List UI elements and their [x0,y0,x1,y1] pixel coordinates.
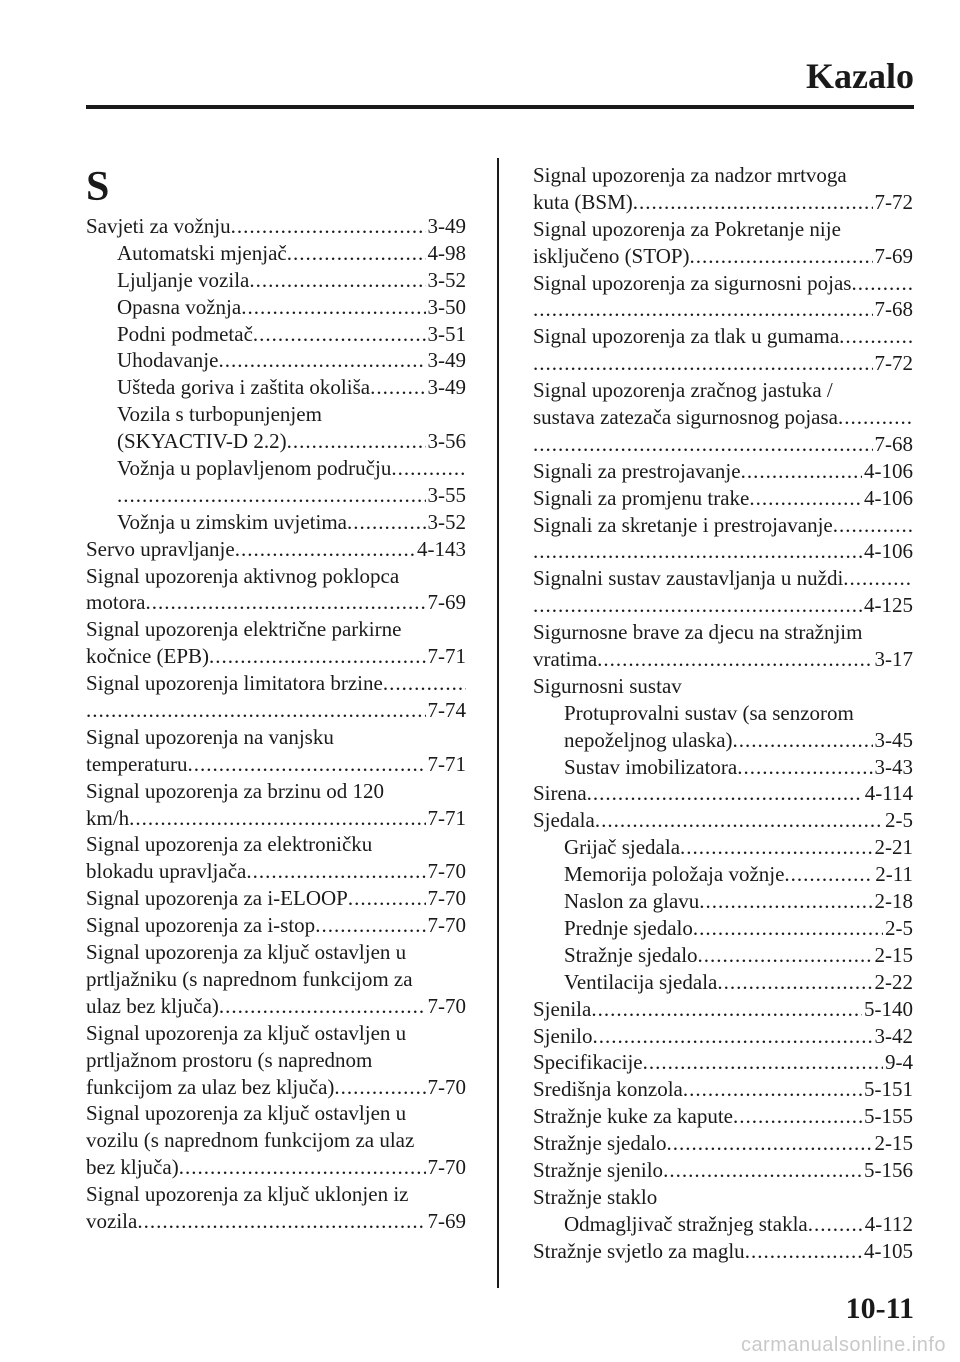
header-rule [86,105,914,109]
index-entry-text: Signal upozorenja zračnog jastuka / [533,378,833,403]
index-entry [86,1074,466,1101]
index-entry-text: Signal upozorenja za ključ uklonjen iz [86,1182,409,1207]
dot-leader [137,1208,425,1235]
index-entry-page: 7-70 [427,993,466,1018]
index-entry-text: (SKYACTIV-D 2.2) [117,429,287,454]
index-entry-text: Vozila s turbopunjenjem [117,402,322,427]
index-entry [533,162,913,189]
dot-leader [683,1076,862,1103]
index-entry-page: 3-42 [874,1023,913,1048]
index-entry [86,670,466,697]
index-entry [86,321,466,348]
index-entry-page: 7-68 [874,431,913,456]
dot-leader [745,1238,862,1265]
index-entry-text: Signal upozorenja za ključ ostavljen u [86,1101,407,1126]
index-entry-text: Prednje sjedalo [564,915,693,940]
index-entry [86,966,466,993]
index-entry-text: Signal upozorenja za Pokretanje nije [533,216,841,241]
index-entry-text: Signal upozorenja za elektroničku [86,832,373,857]
index-entry [86,616,466,643]
index-entry [86,509,466,536]
index-entry-page: 3-17 [874,647,913,672]
index-entry [533,1184,913,1211]
index-entry [533,431,913,458]
index-entry-text: Stražnje sjedalo [564,942,698,967]
index-entry-page: 2-5 [885,808,913,833]
index-entry [533,216,913,243]
dot-leader [597,646,872,673]
index-entry-page: 7-69 [427,1208,466,1233]
index-entry [533,942,913,969]
index-entry [86,912,466,939]
dot-leader [231,213,426,240]
index-entry-text: temperaturu [86,751,188,776]
index-entries-left [86,213,466,1235]
dot-leader [587,780,863,807]
index-entry-page: 2-22 [874,969,913,994]
index-entry-page: 4-105 [864,1238,913,1263]
index-entry [533,1157,913,1184]
index-entry [533,807,913,834]
index-entry-text: bez ključa) [86,1155,179,1180]
index-entry [86,1181,466,1208]
dot-leader [145,589,425,616]
index-entry-text: Signal upozorenja za tlak u gumama [533,324,840,349]
index-entry-text: Savjeti za vožnju [86,214,231,238]
index-entry-text: km/h [86,805,130,830]
index-entry-page: 4-106 [864,458,913,483]
index-entry-text: vozilu (s naprednom funkcijom za ulaz [86,1128,415,1153]
index-entry-page: 7-69 [427,590,466,615]
index-entry-text: motora [86,590,146,615]
index-entry [86,1154,466,1181]
index-entry [533,673,913,700]
index-entry-page: 4-114 [864,781,913,806]
column-divider [497,158,499,1288]
watermark: carmanualsonline.info [740,1334,946,1356]
dot-leader [533,296,873,323]
index-entry-text: kočnice (EPB) [86,644,210,669]
index-entry-text: sustava zatezača sigurnosnog pojasa [533,405,838,430]
index-entry-text: Signal upozorenja na vanjsku [86,724,334,749]
index-entry-page: 7-74 [427,698,466,723]
dot-leader [249,267,425,294]
index-entry [86,213,466,240]
dot-leader [533,350,873,377]
index-entry [86,724,466,751]
index-entry [533,1049,913,1076]
index-entry [533,512,913,539]
dot-leader [633,189,873,216]
dot-leader [370,374,425,401]
index-entry-text: prtljažniku (s naprednom funkcijom za [86,966,413,991]
index-entry [533,700,913,727]
index-entry-page: 5-151 [864,1077,913,1102]
index-entry-text: vratima [533,647,598,672]
index-entry [533,996,913,1023]
index-entry-text: Opasna vožnja [117,294,242,319]
index-entry-page: 2-21 [874,835,913,860]
index-entry [533,619,913,646]
index-entry-text: Signal upozorenja električne parkirne [86,617,402,642]
dot-leader [347,509,426,536]
index-entry-page: 2-11 [875,862,913,887]
index-entry-page: 7-72 [874,189,913,214]
dot-leader [838,404,913,431]
dot-leader [179,1154,426,1181]
index-entry-page: 4-143 [417,536,466,561]
index-entry-text: Signal upozorenja za sigurnosni pojas [533,270,852,295]
index-entry-page: 3-49 [427,348,466,373]
index-entry [533,189,913,216]
index-entry [86,778,466,805]
index-entry-text: blokadu upravljača [86,859,247,884]
index-entry-page: 7-70 [427,1074,466,1099]
dot-leader [643,1049,883,1076]
index-entry-text: prtljažnom prostoru (s naprednom [86,1047,373,1072]
dot-leader [533,431,873,458]
dot-leader [129,805,425,832]
dot-leader [737,754,872,781]
index-entry-text: Vožnja u zimskim uvjetima [117,509,347,534]
index-entry [533,861,913,888]
index-entry-text: Sigurnosni sustav [533,673,682,698]
index-entry-page: 3-50 [427,294,466,319]
index-entry-text: Stražnje kuke za kapute [533,1104,733,1129]
index-entry-page: 5-140 [864,996,913,1021]
index-entry-text: Stražnje sjedalo [533,1131,667,1156]
index-entry [86,885,466,912]
index-entry-text: Automatski mjenjač [117,240,287,265]
index-entry [86,697,466,724]
index-entry [533,1103,913,1130]
dot-leader [533,592,862,619]
index-entry-page: 3-52 [427,267,466,292]
index-entry-page: 3-55 [427,482,466,507]
index-entry [86,1208,466,1235]
index-column-right [533,162,913,1265]
index-entry-page: 4-112 [864,1211,913,1236]
index-entry-text: Signali za prestrojavanje [533,458,741,483]
index-entry-text: Uhodavanje [117,348,219,373]
index-entry-page: 3-56 [427,429,466,454]
index-entry-text: Sjenila [533,996,592,1021]
index-entry-text: Specifikacije [533,1050,643,1075]
dot-leader [383,670,466,697]
dot-leader [839,323,913,350]
index-letter: S [86,164,110,210]
index-entry [533,592,913,619]
index-entry [533,377,913,404]
dot-leader [699,888,872,915]
index-entry-page: 3-49 [427,375,466,400]
index-entry [86,347,466,374]
index-entry-page: 3-45 [874,727,913,752]
index-entry [533,1130,913,1157]
dot-leader [698,942,873,969]
index-entry-page: 3-49 [427,214,466,238]
index-entry [86,1100,466,1127]
index-entry-page: 4-106 [864,539,913,564]
dot-leader [749,485,862,512]
index-entry [533,296,913,323]
index-entry [86,401,466,428]
index-entry [533,754,913,781]
index-entry-page: 7-71 [427,805,466,830]
index-entry-text: Signalni sustav zaustavljanja u nuždi [533,566,844,591]
index-entry [533,1076,913,1103]
index-entry [533,780,913,807]
index-entry-page: 3-43 [874,754,913,779]
index-entry [86,1020,466,1047]
index-entry-text: Signal upozorenja limitatora brzine [86,671,383,696]
dot-leader [533,538,862,565]
index-entry [86,589,466,616]
index-entry [533,458,913,485]
index-entry [86,428,466,455]
dot-leader [667,1130,873,1157]
index-entry [86,1047,466,1074]
index-entry-page: 7-72 [874,351,913,376]
dot-leader [851,270,913,297]
index-entry [86,805,466,832]
index-entry [533,270,913,297]
index-entry [86,643,466,670]
dot-leader [219,993,426,1020]
index-entry-text: funkcijom za ulaz bez ključa) [86,1074,335,1099]
index-entry-text: nepoželjnog ulaska) [564,727,733,752]
index-entry-text: vozila [86,1208,138,1233]
dot-leader [843,565,913,592]
index-entry-text: Sustav imobilizatora [564,754,738,779]
index-entry-text: Sjenilo [533,1023,593,1048]
dot-leader [117,482,426,509]
index-entry [533,888,913,915]
dot-leader [733,1103,862,1130]
dot-leader [717,969,872,996]
index-entry-text: Signal upozorenja za ključ ostavljen u [86,940,407,965]
index-entry [86,240,466,267]
index-entry-text: Signali za promjenu trake [533,485,750,510]
dot-leader [287,240,426,267]
index-entry [533,404,913,431]
index-entry [533,1238,913,1265]
index-entry-text: isključeno (STOP) [533,243,690,268]
index-entry [533,727,913,754]
index-column-left [86,162,466,1235]
index-entry-page: 7-68 [874,297,913,322]
index-entry-text: Signali za skretanje i prestrojavanje [533,512,833,537]
index-entry [86,536,466,563]
dot-leader [833,512,913,539]
index-entry-page: 7-70 [427,859,466,884]
index-entry-text: Stražnje svjetlo za maglu [533,1238,745,1263]
index-entry-page: 7-70 [427,886,466,911]
index-entries-right [533,162,913,1265]
index-entry-text: Memorija položaja vožnje [564,862,785,887]
dot-leader [287,428,426,455]
dot-leader [391,455,466,482]
index-entry-text: Signal upozorenja za i-stop [86,913,316,938]
index-entry [86,831,466,858]
dot-leader [741,458,862,485]
dot-leader [693,915,883,942]
index-entry-text: Signal upozorenja aktivnog poklopca [86,563,400,588]
dot-leader [315,912,425,939]
index-entry [533,834,913,861]
dot-leader [209,643,425,670]
index-entry [533,350,913,377]
index-entry-page: 2-15 [874,942,913,967]
dot-leader [218,347,425,374]
index-entry-text: Naslon za glavu [564,889,700,914]
dot-leader [733,727,873,754]
index-entry-text: Podni podmetač [117,321,253,346]
index-entry [533,538,913,565]
index-entry-text: Signal upozorenja za i-ELOOP [86,886,348,911]
index-entry [86,751,466,778]
index-entry-text: kuta (BSM) [533,189,633,214]
index-entry-text: Stražnje sjenilo [533,1157,664,1182]
index-entry-page: 4-125 [864,593,913,618]
index-entry [86,563,466,590]
index-entry-page: 4-106 [864,485,913,510]
index-entry-page: 4-98 [427,240,466,265]
index-entry-text: Signal upozorenja za nadzor mrtvoga [533,163,847,187]
index-entry-page: 7-71 [427,751,466,776]
dot-leader [595,807,883,834]
dot-leader [246,858,425,885]
index-entry [86,294,466,321]
page-number: 10-11 [845,1292,914,1325]
dot-leader [784,861,873,888]
index-entry [86,482,466,509]
index-entry [86,993,466,1020]
index-entry [533,323,913,350]
index-entry [533,646,913,673]
index-entry [533,565,913,592]
dot-leader [241,294,425,321]
index-entry-text: Servo upravljanje [86,536,235,561]
index-entry [533,915,913,942]
index-entry-page: 7-70 [427,1155,466,1180]
index-entry-page: 2-5 [885,915,913,940]
index-entry-page: 2-15 [874,1131,913,1156]
dot-leader [690,243,873,270]
index-entry-text: Sjedala [533,808,595,833]
index-entry-text: Protuprovalni sustav (sa senzorom [564,700,854,725]
dot-leader [680,834,872,861]
index-entry [86,374,466,401]
dot-leader [235,536,415,563]
index-entry [533,485,913,512]
index-entry-text: Sigurnosne brave za djecu na stražnjim [533,620,863,645]
index-entry [86,939,466,966]
dot-leader [86,697,426,724]
index-entry [86,858,466,885]
index-entry [533,1023,913,1050]
index-entry [533,243,913,270]
index-entry-text: Vožnja u poplavljenom području [117,456,392,481]
index-entry-text: Ventilacija sjedala [564,969,718,994]
index-entry-page: 3-51 [427,321,466,346]
index-entry-page: 5-156 [864,1157,913,1182]
index-entry-text: Ljuljanje vozila [117,267,250,292]
index-entry-text: Središnja konzola [533,1077,683,1102]
dot-leader [591,996,862,1023]
page-title: Kazalo [806,56,914,96]
index-entry-text: Signal upozorenja za ključ ostavljen u [86,1020,407,1045]
index-entry-text: ulaz bez ključa) [86,993,219,1018]
index-entry-page: 9-4 [885,1050,913,1075]
dot-leader [348,885,426,912]
index-entry-text: Sirena [533,781,587,806]
index-entry [86,267,466,294]
index-entry [86,1127,466,1154]
index-entry-page: 7-70 [427,913,466,938]
dot-leader [334,1074,425,1101]
index-entry-page: 2-18 [874,889,913,914]
dot-leader [663,1157,862,1184]
index-entry-text: Grijač sjedala [564,835,681,860]
index-entry-page: 3-52 [427,509,466,534]
dot-leader [187,751,425,778]
dot-leader [808,1211,863,1238]
index-entry [533,969,913,996]
index-entry-page: 7-71 [427,644,466,669]
index-entry-text: Ušteda goriva i zaštita okoliša [117,375,371,400]
index-entry [86,455,466,482]
index-entry-page: 7-69 [874,243,913,268]
index-entry-text: Stražnje staklo [533,1184,658,1209]
index-entry [533,1211,913,1238]
dot-leader [253,321,426,348]
index-entry-page: 5-155 [864,1104,913,1129]
index-entry-text: Signal upozorenja za brzinu od 120 [86,778,384,803]
dot-leader [593,1023,873,1050]
index-entry-text: Odmagljivač stražnjeg stakla [564,1211,808,1236]
